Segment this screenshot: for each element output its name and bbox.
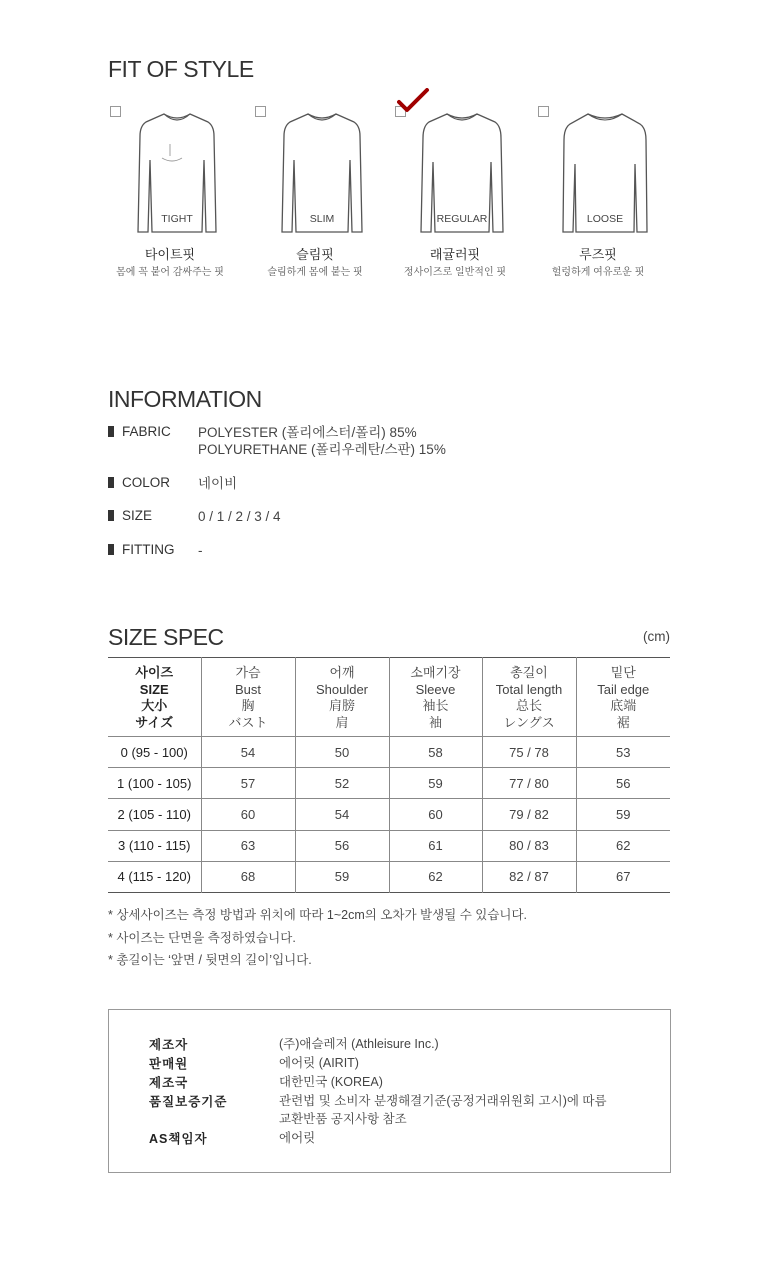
table-row xyxy=(108,768,670,799)
table-cell: 60 xyxy=(201,799,295,830)
header-line: 밑단 xyxy=(610,665,636,680)
table-cell: 54 xyxy=(201,737,295,768)
header-line: 肩膀 xyxy=(328,698,355,713)
info-size-label xyxy=(108,508,198,523)
table-cell: 79 / 82 xyxy=(482,799,576,830)
maker-value: (주)애슬레저 (Athleisure Inc.) xyxy=(279,1037,439,1051)
info-fitting-value: - xyxy=(198,543,203,558)
fit-of-style-title: FIT OF STYLE xyxy=(108,56,254,82)
fabric-line: POLYURETHANE (폴리우레탄/스판) 15% xyxy=(198,442,446,457)
fit-checkbox xyxy=(110,106,121,117)
maker-label: 제조자 xyxy=(149,1038,189,1052)
info-color-value: 네이비 xyxy=(198,476,238,491)
manufacturer-info-box xyxy=(108,1009,671,1173)
header-line: 肩 xyxy=(335,714,349,730)
info-fitting-label xyxy=(108,542,198,557)
fit-options xyxy=(100,92,680,292)
info-fabric-value xyxy=(198,424,618,458)
table-cell: 63 xyxy=(201,830,295,861)
fit-name: 루즈핏 xyxy=(579,247,617,262)
info-size-value: 0 / 1 / 2 / 3 / 4 xyxy=(198,509,281,524)
header-line: 总长 xyxy=(515,698,542,713)
table-cell: 4 (115 - 120) xyxy=(108,861,201,892)
header-line: 袖长 xyxy=(422,698,449,713)
header-line: 총길이 xyxy=(510,665,548,680)
header-line: Sleeve xyxy=(415,681,456,697)
bullet-icon xyxy=(108,510,114,521)
info-color-label xyxy=(108,475,198,490)
maker-label: 제조국 xyxy=(149,1076,189,1090)
size-spec-table xyxy=(108,657,670,893)
fit-checkbox xyxy=(538,106,549,117)
header-line: Tail edge xyxy=(597,681,650,697)
table-cell: 3 (110 - 115) xyxy=(108,830,201,861)
fit-name: 타이트핏 xyxy=(144,247,196,262)
header-line: Shoulder xyxy=(315,681,369,697)
fit-tag-label: LOOSE xyxy=(586,213,624,225)
maker-label: 판매원 xyxy=(149,1057,189,1071)
table-cell: 56 xyxy=(616,775,631,791)
table-cell: 54 xyxy=(295,799,389,830)
table-cell: 50 xyxy=(295,737,389,768)
fit-checkbox xyxy=(255,106,266,117)
fit-tag-label: SLIM xyxy=(309,213,335,225)
table-cell: 82 / 87 xyxy=(482,861,576,892)
unit-label: (cm) xyxy=(643,629,670,644)
table-cell: 62 xyxy=(389,861,482,892)
header-line: 어깨 xyxy=(329,665,355,680)
maker-label: AS책임자 xyxy=(149,1132,208,1146)
header-sleeve xyxy=(389,658,482,737)
maker-value: 에어릿 xyxy=(279,1131,316,1145)
maker-label: 품질보증기준 xyxy=(149,1095,228,1109)
fabric-line: POLYESTER (폴리에스터/폴리) 85% xyxy=(198,425,417,440)
note-line: * 사이즈는 단면을 측정하였습니다. xyxy=(108,930,296,945)
header-line: 袖 xyxy=(428,714,442,730)
table-cell: 59 xyxy=(389,768,482,799)
table-cell: 57 xyxy=(201,768,295,799)
table-cell: 60 xyxy=(389,799,482,830)
table-cell: 68 xyxy=(201,861,295,892)
header-size xyxy=(108,658,201,737)
header-line: レングス xyxy=(503,714,555,730)
maker-value: 대한민국 (KOREA) xyxy=(279,1075,383,1089)
maker-value xyxy=(279,1092,659,1128)
table-cell: 75 / 78 xyxy=(482,737,576,768)
table-row xyxy=(108,830,670,861)
header-line: Bust xyxy=(234,681,261,697)
header-line: 底端 xyxy=(610,698,637,713)
header-line: Total length xyxy=(495,681,563,697)
table-cell: 59 xyxy=(295,861,389,892)
fit-description: 정사이즈로 일반적인 핏 xyxy=(403,267,507,278)
bullet-icon xyxy=(108,477,114,488)
fit-name: 래귤러핏 xyxy=(429,247,481,262)
info-fabric-label xyxy=(108,424,198,439)
table-row xyxy=(108,799,670,830)
table-row xyxy=(108,861,670,892)
info-label-text: COLOR xyxy=(122,475,171,490)
fit-option-loose xyxy=(528,92,668,292)
note-line: * 총길이는 ‘앞면 / 뒷면의 길이’입니다. xyxy=(108,953,312,967)
header-line: サイズ xyxy=(135,714,174,730)
header-line: 胸 xyxy=(241,698,255,713)
size-spec-title: SIZE SPEC xyxy=(108,624,224,650)
header-shoulder xyxy=(295,658,389,737)
header-line: バスト xyxy=(228,714,268,730)
table-cell: 61 xyxy=(389,830,482,861)
table-cell: 77 / 80 xyxy=(482,768,576,799)
fit-description: 헐렁하게 여유로운 핏 xyxy=(551,267,645,278)
info-label-text: SIZE xyxy=(122,508,153,523)
table-cell: 52 xyxy=(295,768,389,799)
fit-description: 슬림하게 몸에 붙는 핏 xyxy=(267,267,363,278)
header-line: 大小 xyxy=(141,698,168,713)
header-tail-edge xyxy=(576,658,670,737)
bullet-icon xyxy=(108,544,114,555)
table-cell: 62 xyxy=(616,838,631,854)
maker-value-line: 관련법 및 소비자 분쟁해결기준(공정거래위원회 고시)에 따름 xyxy=(279,1094,607,1108)
table-cell: 58 xyxy=(389,737,482,768)
note-line: * 상세사이즈는 측정 방법과 위치에 따라 1~2cm의 오차가 발생될 수 있습니다. xyxy=(108,908,528,922)
fit-name: 슬림핏 xyxy=(296,247,334,262)
table-cell: 59 xyxy=(616,806,631,822)
fit-option-regular xyxy=(385,92,525,292)
fit-tag-label: REGULAR xyxy=(436,213,488,225)
header-line: SIZE xyxy=(139,681,169,697)
header-line: 사이즈 xyxy=(135,665,174,680)
table-cell: 1 (100 - 105) xyxy=(108,768,201,799)
size-notes xyxy=(108,904,527,972)
table-row xyxy=(108,737,670,768)
table-cell: 80 / 83 xyxy=(482,830,576,861)
fit-option-tight xyxy=(100,92,240,292)
table-cell: 0 (95 - 100) xyxy=(108,737,201,768)
header-line: 裾 xyxy=(616,714,630,730)
info-label-text: FITTING xyxy=(122,542,175,557)
fit-tag-label: TIGHT xyxy=(161,213,193,225)
header-bust xyxy=(201,658,295,737)
fit-description: 몸에 꼭 붙어 감싸주는 핏 xyxy=(116,267,224,278)
table-cell: 53 xyxy=(616,744,631,760)
bullet-icon xyxy=(108,426,114,437)
header-total-length xyxy=(482,658,576,737)
information-title: INFORMATION xyxy=(108,386,262,412)
fit-option-slim xyxy=(245,92,385,292)
header-line: 가슴 xyxy=(235,665,261,680)
maker-value-line: 교환반품 공지사항 참조 xyxy=(279,1112,407,1126)
table-cell: 2 (105 - 110) xyxy=(108,799,201,830)
header-line: 소매기장 xyxy=(410,665,461,680)
info-label-text: FABRIC xyxy=(122,424,171,439)
table-cell: 67 xyxy=(616,869,631,885)
table-header-row xyxy=(108,658,670,737)
maker-value: 에어릿 (AIRIT) xyxy=(279,1056,359,1070)
table-cell: 56 xyxy=(295,830,389,861)
